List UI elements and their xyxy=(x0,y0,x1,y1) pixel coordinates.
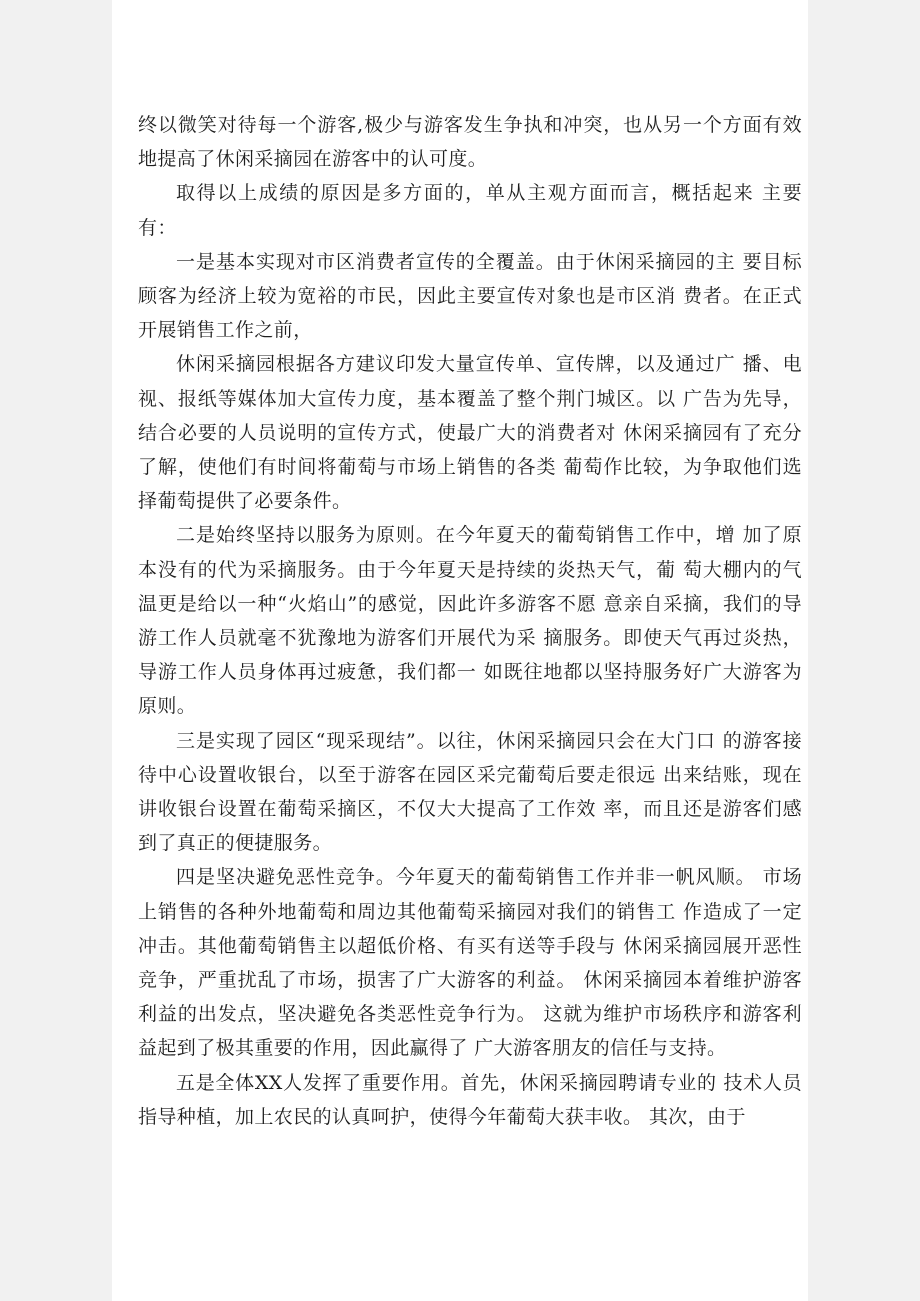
paragraph-reason-1: 一是基本实现对市区消费者宣传的全覆盖。由于休闲采摘园的主 要目标顾客为经济上较为宽裕的市民，因此主要宣传对象也是市区消 费者。在正式开展销售工作之前， xyxy=(138,250,802,342)
paragraph-reason-2: 二是始终坚持以服务为原则。在今年夏天的葡萄销售工作中，增 加了原本没有的代为采摘服务。由于今年夏天是持续的炎热天气，葡 萄大棚内的气温更是给以一种“火焰山”的感觉，因此许多游客不愿 意亲自采摘，我们的导游工作人员就毫不犹豫地为游客们开展代为采 摘服务。即使天气再过炎热，导游工作人员身体再过疲惫，我们都一 如既往地都以坚持服务好广大游客为原则。 xyxy=(138,524,802,718)
document-body xyxy=(138,108,802,1134)
paragraph-reasons-intro: 取得以上成绩的原因是多方面的，单从主观方面而言，概括起来 主要有： xyxy=(138,182,802,239)
paragraph-reason-5: 五是全体XX人发挥了重要作用。首先，休闲采摘园聘请专业的 技术人员指导种植，加上农民的认真呵护，使得今年葡萄大获丰收。 其次，由于 xyxy=(138,1071,802,1128)
paragraph-reason-4: 四是坚决避免恶性竞争。今年夏天的葡萄销售工作并非一帆风顺。 市场上销售的各种外地葡萄和周边其他葡萄采摘园对我们的销售工 作造成了一定冲击。其他葡萄销售主以超低价格、有买有送等手段与 休闲采摘园展开恶性竞争，严重扰乱了市场，损害了广大游客的利益。 休闲采摘园本着维护游客利益的出发点，坚决避免各类恶性竞争行为。 这就为维护市场秩序和游客利益起到了极其重要的作用，因此赢得了 广大游客朋友的信任与支持。 xyxy=(138,866,802,1060)
paragraph-reason-3: 三是实现了园区“现采现结”。以往，休闲采摘园只会在大门口 的游客接待中心设置收银台，以至于游客在园区采完葡萄后要走很远 出来结账，现在讲收银台设置在葡萄采摘区，不仅大大提高了工作效 率，而且还是游客们感到了真正的便捷服务。 xyxy=(138,729,802,855)
document-page xyxy=(112,0,808,1301)
paragraph-reason-1-detail: 休闲采摘园根据各方建议印发大量宣传单、宣传牌，以及通过广 播、电视、报纸等媒体加大宣传力度，基本覆盖了整个荆门城区。以 广告为先导，结合必要的人员说明的宣传方式，使最广大的消费者对 休闲采摘园有了充分了解，使他们有时间将葡萄与市场上销售的各类 葡萄作比较，为争取他们选择葡萄提供了必要条件。 xyxy=(138,353,802,513)
paragraph-continuation: 终以微笑对待每一个游客,极少与游客发生争执和冲突，也从另一个方面有效地提高了休闲采摘园在游客中的认可度。 xyxy=(138,114,802,171)
